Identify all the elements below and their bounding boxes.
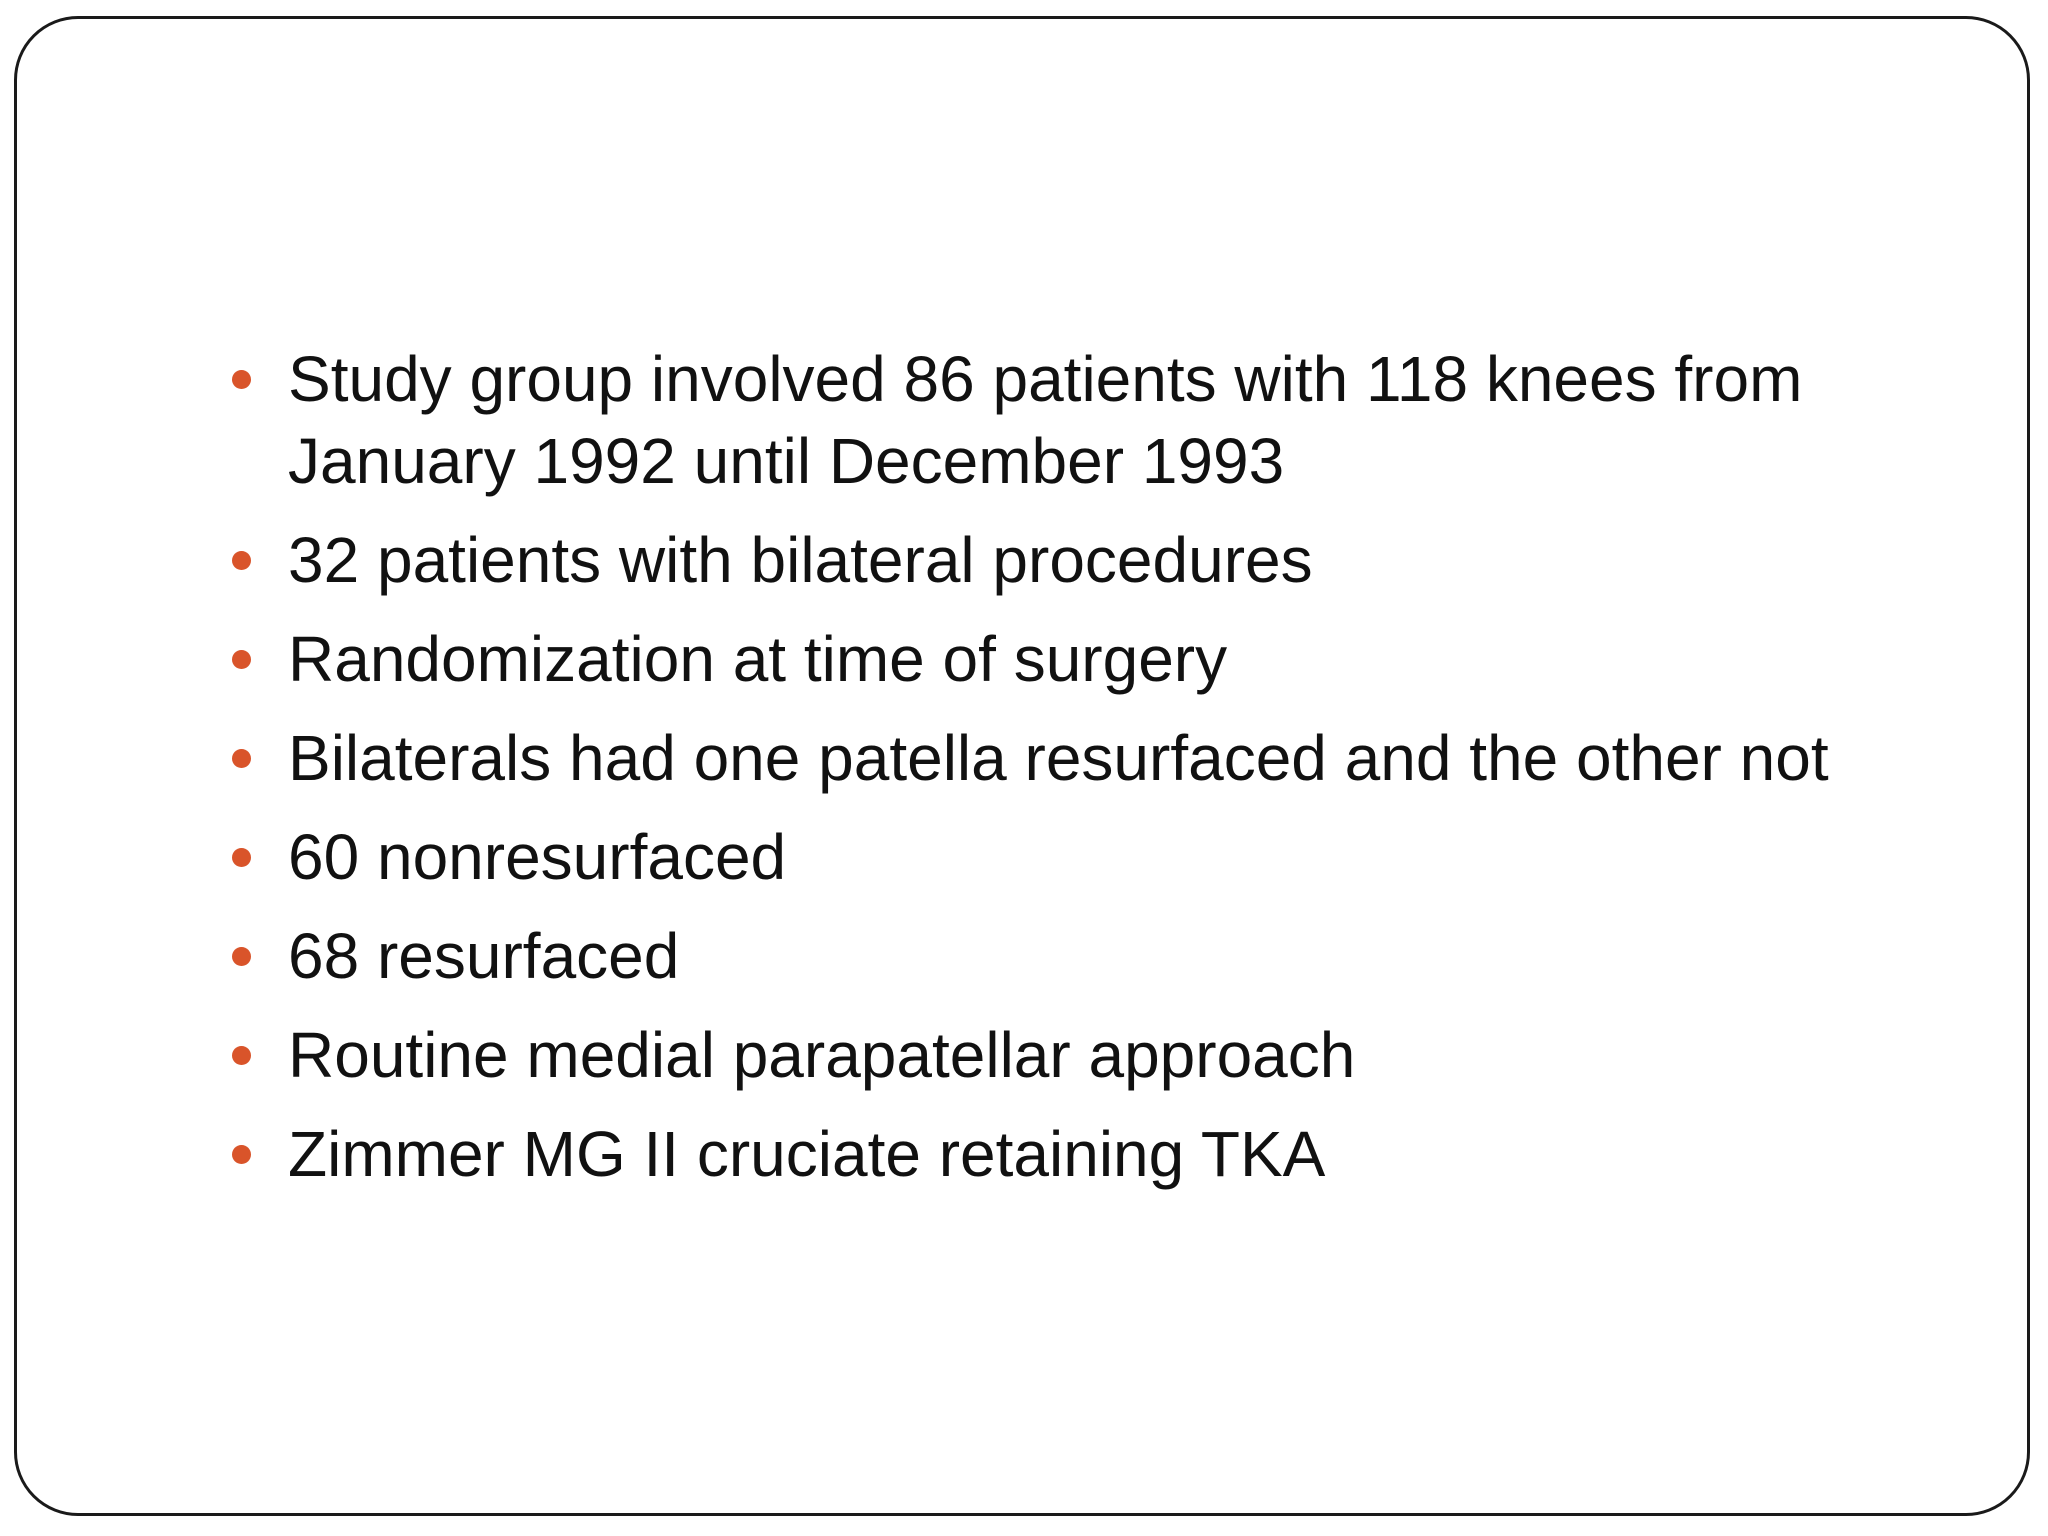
bullet-item [232, 915, 1932, 997]
bullet-dot-icon [232, 370, 251, 389]
bullet-text: 68 resurfaced [288, 920, 680, 992]
bullet-dot-icon [232, 749, 251, 768]
bullet-dot-icon [232, 1046, 251, 1065]
bullet-text: Bilaterals had one patella resurfaced and the other not [288, 722, 1829, 794]
bullet-dot-icon [232, 551, 251, 570]
bullet-dot-icon [232, 1145, 251, 1164]
bullet-item [232, 816, 1932, 898]
bullet-dot-icon [232, 650, 251, 669]
bullet-item [232, 338, 1932, 502]
bullet-item [232, 618, 1932, 700]
bullet-item [232, 1014, 1932, 1096]
bullet-text: Study group involved 86 patients with 118 knees from January 1992 until December 1993 [288, 343, 1803, 497]
bullet-text: Routine medial parapatellar approach [288, 1019, 1356, 1091]
bullet-text: Zimmer MG II cruciate retaining TKA [288, 1118, 1326, 1190]
bullet-list [232, 338, 1932, 1212]
bullet-dot-icon [232, 848, 251, 867]
bullet-dot-icon [232, 947, 251, 966]
bullet-item [232, 519, 1932, 601]
bullet-text: 32 patients with bilateral procedures [288, 524, 1313, 596]
bullet-item [232, 717, 1932, 799]
bullet-text: 60 nonresurfaced [288, 821, 787, 893]
bullet-item [232, 1113, 1932, 1195]
bullet-text: Randomization at time of surgery [288, 623, 1228, 695]
